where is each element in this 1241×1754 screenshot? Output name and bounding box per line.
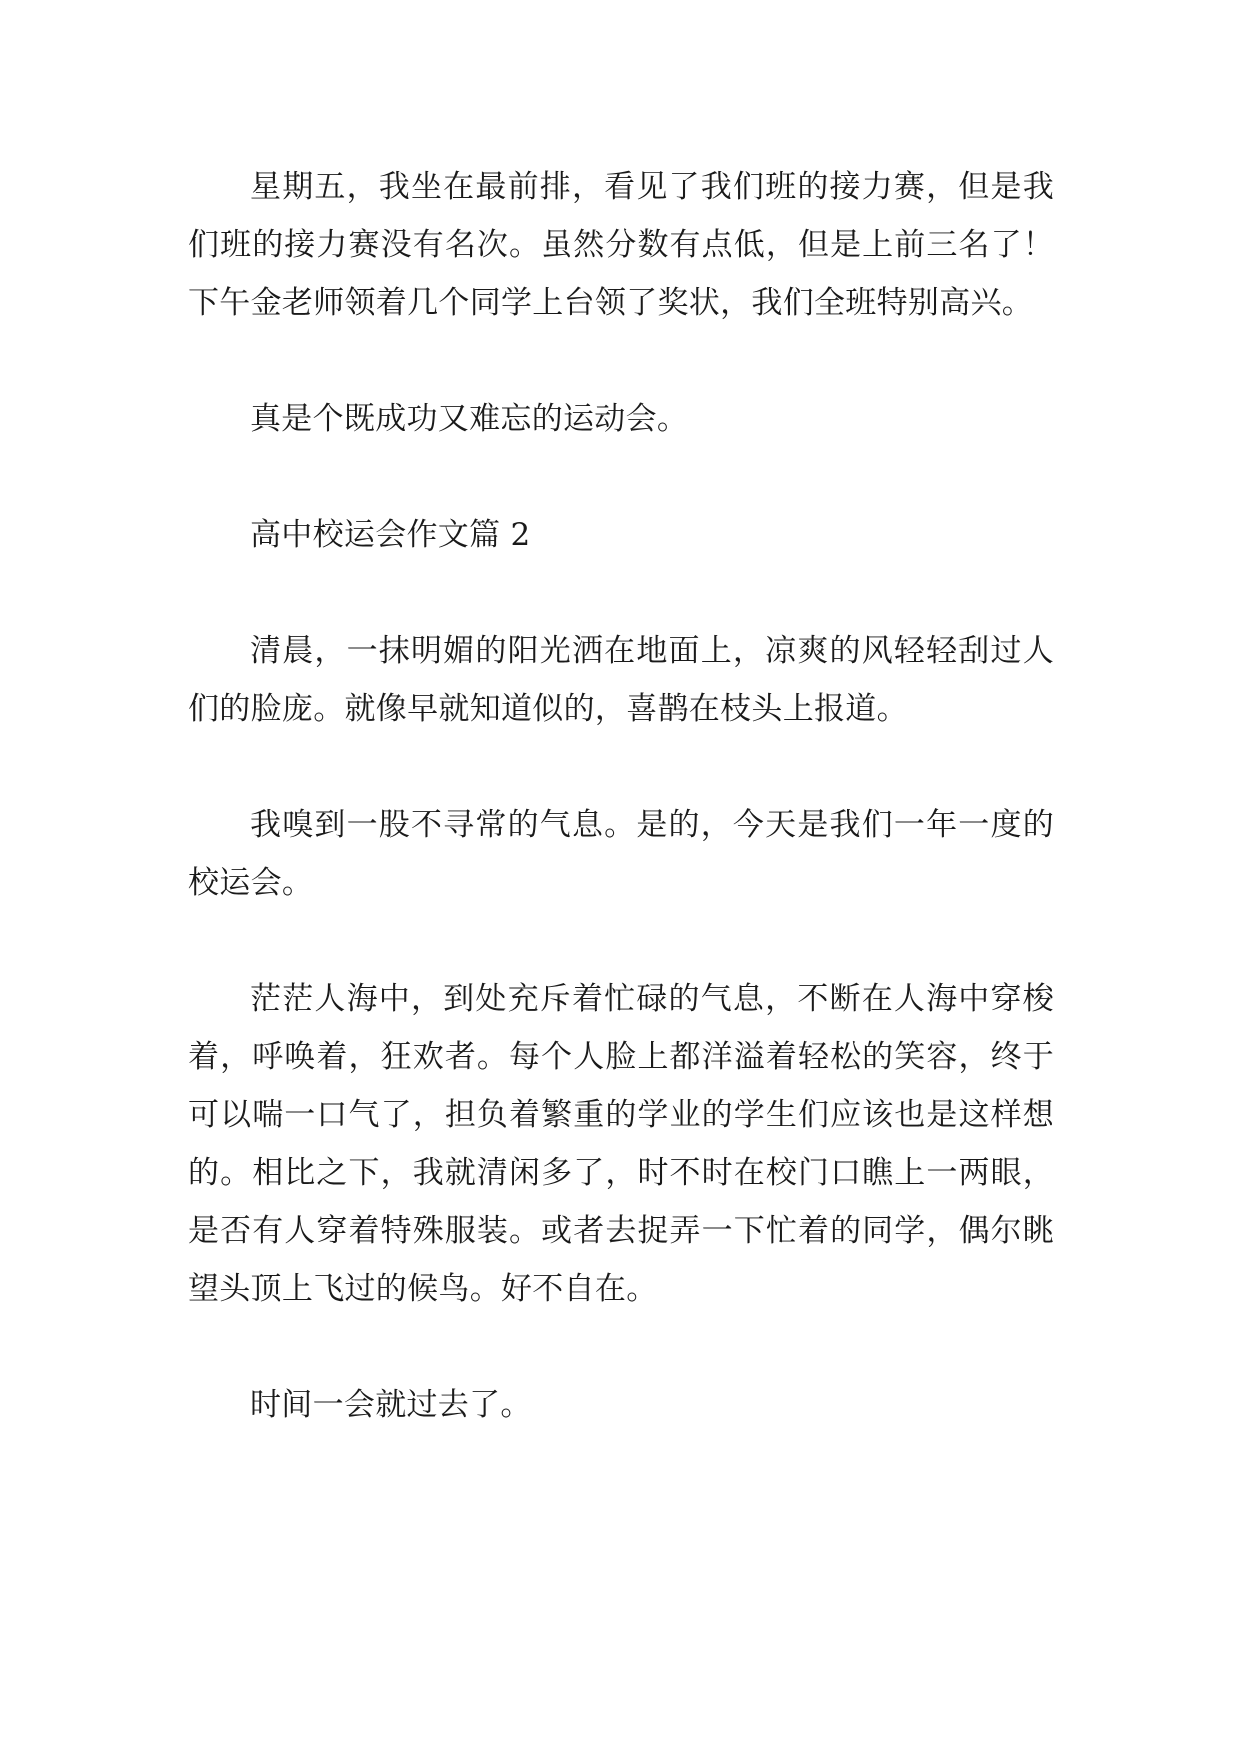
paragraph-spacer: [188, 564, 1054, 622]
paragraph-spacer: [188, 448, 1054, 506]
section-heading: 高中校运会作文篇 2: [250, 517, 531, 553]
paragraph-crowd: 茫茫人海中，到处充斥着忙碌的气息，不断在人海中穿梭着，呼唤着，狂欢者。每个人脸上都洋溢着轻松的笑容，终于可以喘一口气了，担负着繁重的学业的学生们应该也是这样想的。相比之下，我就清闲多了，时不时在校门口瞧上一两眼，是否有人穿着特殊服装。或者去捉弄一下忙着的同学，偶尔眺望头顶上飞过的候鸟。好不自在。: [188, 981, 1054, 1307]
paragraph-morning: 清晨，一抹明媚的阳光洒在地面上，凉爽的风轻轻刮过人们的脸庞。就像早就知道似的，喜鹊在枝头上报道。: [188, 633, 1054, 727]
paragraph-spacer: [188, 332, 1054, 390]
paragraph-time-passes: 时间一会就过去了。: [250, 1387, 532, 1423]
paragraph-spacer: [188, 738, 1054, 796]
paragraph-spacer: [188, 912, 1054, 970]
paragraph-spacer: [188, 1318, 1054, 1376]
document-body: [188, 158, 1054, 1434]
paragraph-relay-race: 星期五，我坐在最前排，看见了我们班的接力赛，但是我们班的接力赛没有名次。虽然分数有点低，但是上前三名了！下午金老师领着几个同学上台领了奖状，我们全班特别高兴。: [188, 169, 1054, 321]
paragraph-unforgettable: 真是个既成功又难忘的运动会。: [250, 401, 689, 437]
paragraph-sports-meet: 我嗅到一股不寻常的气息。是的，今天是我们一年一度的校运会。: [188, 807, 1054, 901]
